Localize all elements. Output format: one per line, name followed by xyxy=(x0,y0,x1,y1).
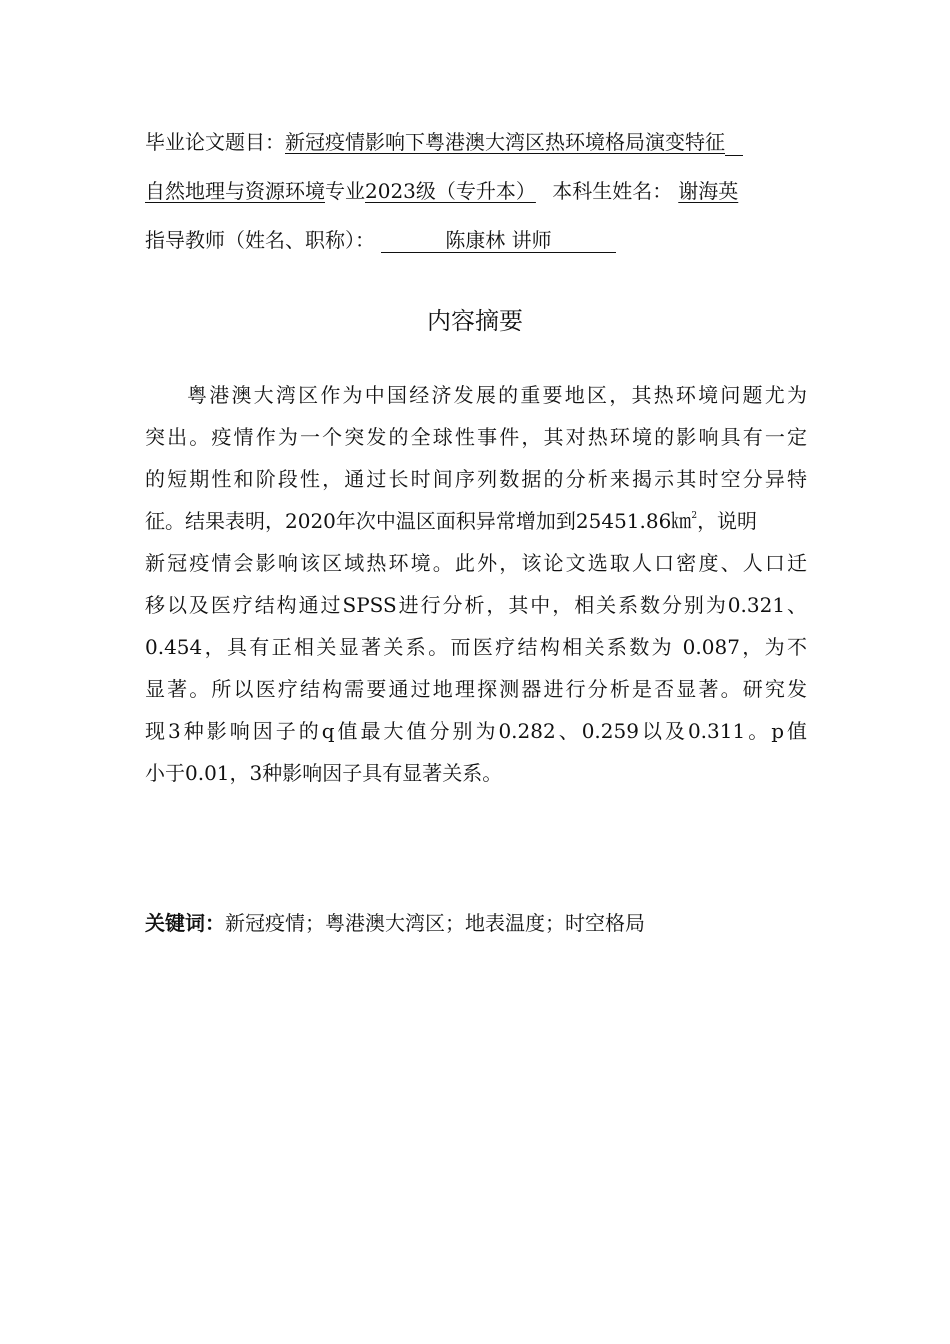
abstract-body xyxy=(145,374,807,794)
abstract-line-text: 征。结果表明，2020年次中温区面积异常增加到25451.86㎞ xyxy=(145,509,692,533)
abstract-line: 突出。疫情作为一个突发的全球性事件，其对热环境的影响具有一定 xyxy=(145,425,807,449)
student-name-label: 本科生姓名： xyxy=(552,179,673,203)
grade-value: 2023级（专升本） xyxy=(365,179,536,203)
abstract-line: 的短期性和阶段性，通过长时间序列数据的分析来揭示其时空分异特 xyxy=(145,467,807,491)
abstract-line: 移以及医疗结构通过SPSS进行分析，其中，相关系数分别为0.321、 xyxy=(145,593,807,617)
abstract-line: 小于0.01，3种影响因子具有显著关系。 xyxy=(145,761,503,785)
thesis-title-value: 新冠疫情影响下粤港澳大湾区热环境格局演变特征 xyxy=(285,130,725,154)
advisor-line xyxy=(145,226,616,254)
superscript-two: 2 xyxy=(691,511,698,521)
student-name-value: 谢海英 xyxy=(678,179,739,203)
advisor-label: 指导教师（姓名、职称）： xyxy=(145,228,375,252)
abstract-line-with-superscript xyxy=(145,500,807,542)
keywords-label: 关键词： xyxy=(145,911,225,935)
student-info-line xyxy=(145,177,738,205)
thesis-title-label: 毕业论文题目： xyxy=(145,130,285,154)
abstract-line: 粤港澳大湾区作为中国经济发展的重要地区，其热环境问题尤为 xyxy=(187,383,807,407)
keywords-value: 新冠疫情；粤港澳大湾区；地表温度；时空格局 xyxy=(225,911,645,935)
keywords-line xyxy=(145,906,645,940)
abstract-line: 0.454，具有正相关显著关系。而医疗结构相关系数为 0.087，为不 xyxy=(145,635,807,659)
abstract-line: 显著。所以医疗结构需要通过地理探测器进行分析是否显著。研究发 xyxy=(145,677,807,701)
abstract-title: 内容摘要 xyxy=(427,307,523,335)
abstract-line: 新冠疫情会影响该区域热环境。此外，该论文选取人口密度、人口迁 xyxy=(145,551,807,575)
thesis-title-line xyxy=(145,128,743,156)
abstract-line: 现3种影响因子的q值最大值分别为0.282、0.259以及0.311。p值 xyxy=(145,719,807,743)
advisor-value: 陈康林 讲师 xyxy=(381,228,616,253)
major-value: 自然地理与资源环境 xyxy=(145,179,325,203)
major-suffix: 专业 xyxy=(325,179,365,203)
abstract-line-tail: ，说明 xyxy=(697,509,758,533)
title-underline-fill xyxy=(725,133,743,156)
